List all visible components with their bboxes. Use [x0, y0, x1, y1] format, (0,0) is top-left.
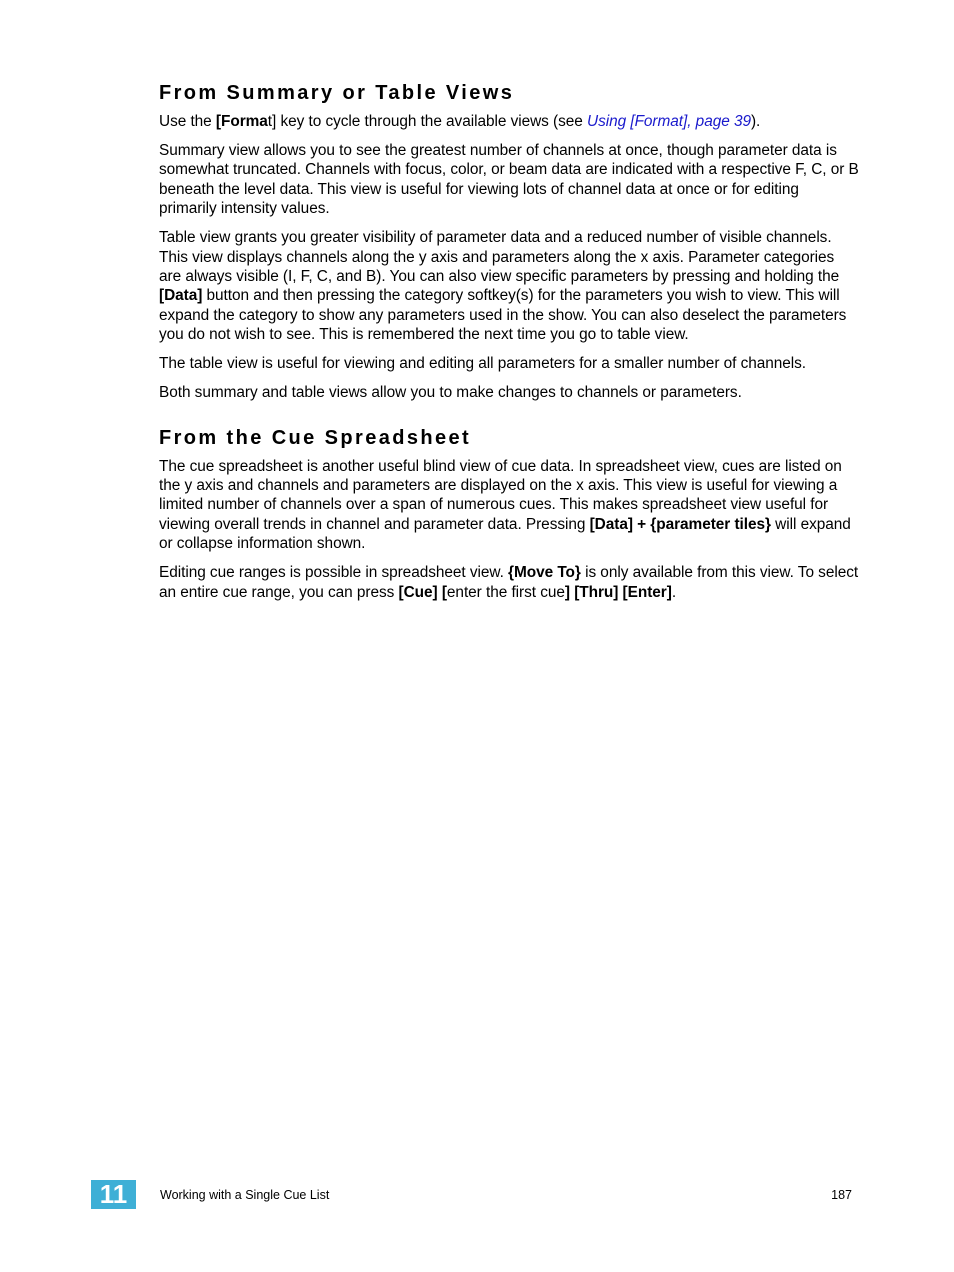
paragraph-table-view-useful: The table view is useful for viewing and editing all parameters for a smaller number of channels. [159, 355, 807, 373]
paragraph-editing-cue-ranges: Editing cue ranges is possible in spreadsheet view. {Move To} is only available from this view. To select an entire cue range, you can press [Cue] [enter the first cue] [Thru] [Enter]. [159, 564, 859, 601]
paragraph-cue-spreadsheet: The cue spreadsheet is another useful blind view of cue data. In spreadsheet view, cues are listed on the y axis and channels and parameters are displayed on the x axis. This view is useful for viewing a limited number of channels over a span of numerous cues. This makes spreadsheet view useful for viewing overall trends in channel and parameter data. Pressing [Data] + {parameter tiles} will expand or collapse information shown. [159, 457, 851, 553]
cross-reference-link[interactable]: Using [Format], page 39 [587, 113, 751, 130]
section-heading-summary-table: From Summary or Table Views [159, 82, 515, 104]
footer-page-number: 187 [831, 1188, 852, 1202]
paragraph-both-views: Both summary and table views allow you to make changes to channels or parameters. [159, 384, 742, 402]
section-heading-cue-spreadsheet: From the Cue Spreadsheet [159, 426, 472, 449]
paragraph-format-key: Use the [Format] key to cycle through the available views (see Using [Format], page 39). [159, 113, 761, 130]
paragraph-summary-view: Summary view allows you to see the greatest number of channels at once, though parameter data is somewhat truncated. Channels with focus, color, or beam data are indicated with a respective F, C, or B beneath the level data. This view is useful for viewing lots of channel data at once or for editing primarily intensity values. [159, 142, 859, 218]
footer-chapter-title: Working with a Single Cue List [160, 1188, 330, 1202]
page-content [159, 80, 859, 612]
paragraph-table-view: Table view grants you greater visibility of parameter data and a reduced number of visible channels. This view displays channels along the y axis and parameters along the x axis. Parameter categories are always visible (I, F, C, and B). You can also view specific parameters by pressing and holding the [Data] button and then pressing the category softkey(s) for the parameters you wish to view. This will expand the category to show any parameters used in the show. You can also deselect the parameters you do not wish to see. This is remembered the next time you go to table view. [159, 229, 847, 344]
chapter-number-tab: 11 [91, 1180, 136, 1209]
